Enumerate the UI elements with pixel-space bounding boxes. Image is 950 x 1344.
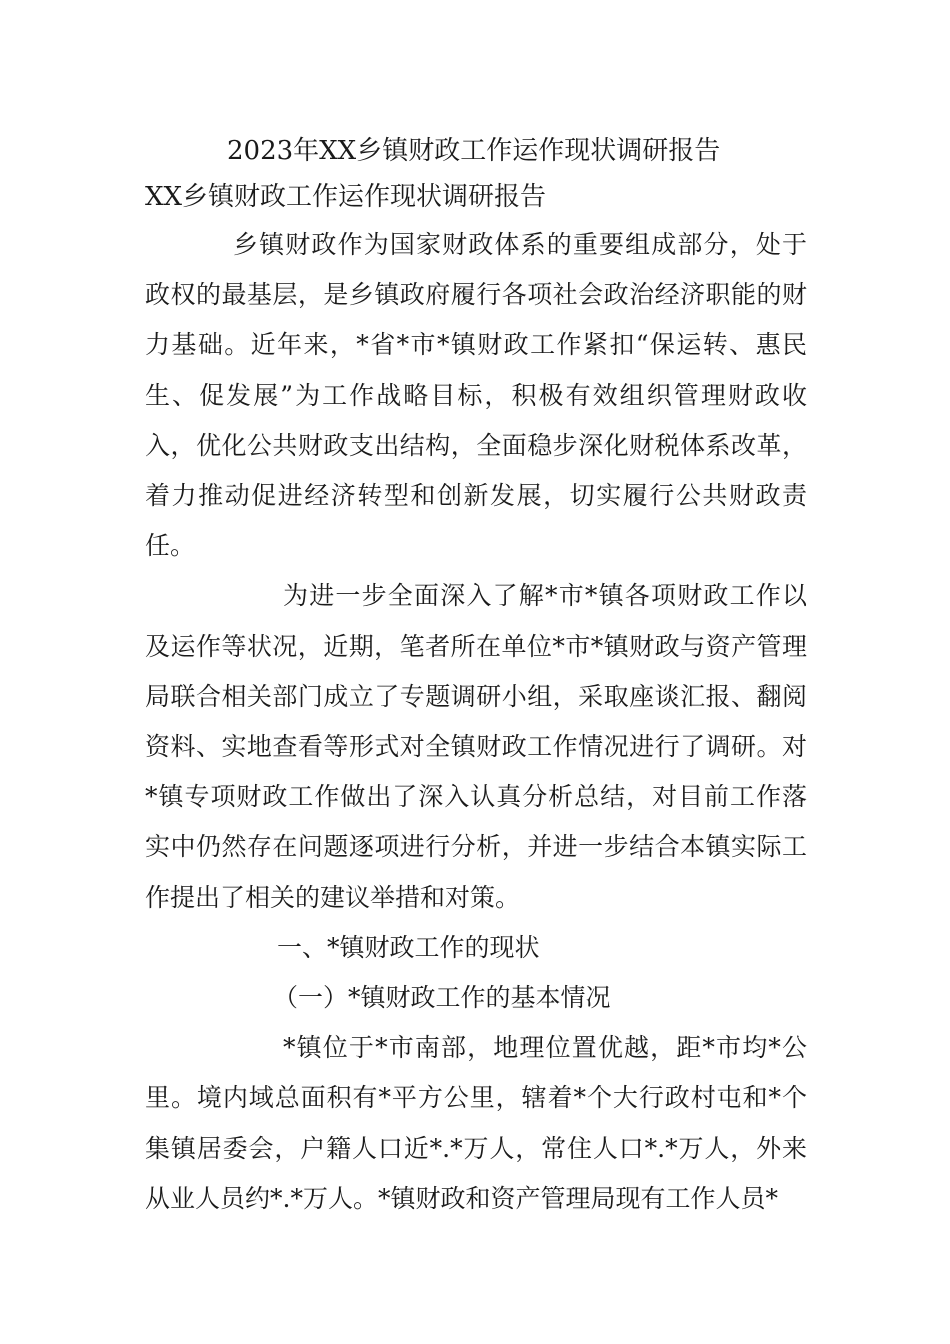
document-body xyxy=(145,128,807,1224)
document-subtitle: XX乡镇财政工作运作现状调研报告 xyxy=(145,182,547,212)
paragraph-basic-info: *镇位于*市南部，地理位置优越，距*市均*公里。境内域总面积有*平方公里，辖着*个大行政村屯和*个集镇居委会，户籍人口近*.*万人，常住人口*.*万人，外来从业人员约*.*万人。*镇财政和资产管理局现有工作人员* xyxy=(145,1033,807,1213)
section-heading-1: 一、*镇财政工作的现状 xyxy=(277,932,540,962)
paragraph-purpose: 为进一步全面深入了解*市*镇各项财政工作以及运作等状况，近期，笔者所在单位*市*镇财政与资产管理局联合相关部门成立了专题调研小组，采取座谈汇报、翻阅资料、实地查看等形式对全镇财政工作情况进行了调研。对*镇专项财政工作做出了深入认真分析总结，对目前工作落实中仍然存在问题逐项进行分析，并进一步结合本镇实际工作提出了相关的建议举措和对策。 xyxy=(145,581,807,912)
document-title: 2023年XX乡镇财政工作运作现状调研报告 xyxy=(227,136,721,166)
section-heading-1-1: （一）*镇财政工作的基本情况 xyxy=(273,983,611,1013)
paragraph-intro: 乡镇财政作为国家财政体系的重要组成部分，处于政权的最基层，是乡镇政府履行各项社会政治经济职能的财力基础。近年来，*省*市*镇财政工作紧扣“保运转、惠民生、促发展”为工作战略目标，积极有效组织管理财政收入，优化公共财政支出结构，全面稳步深化财税体系改革，着力推动促进经济转型和创新发展，切实履行公共财政责任。 xyxy=(145,230,807,561)
